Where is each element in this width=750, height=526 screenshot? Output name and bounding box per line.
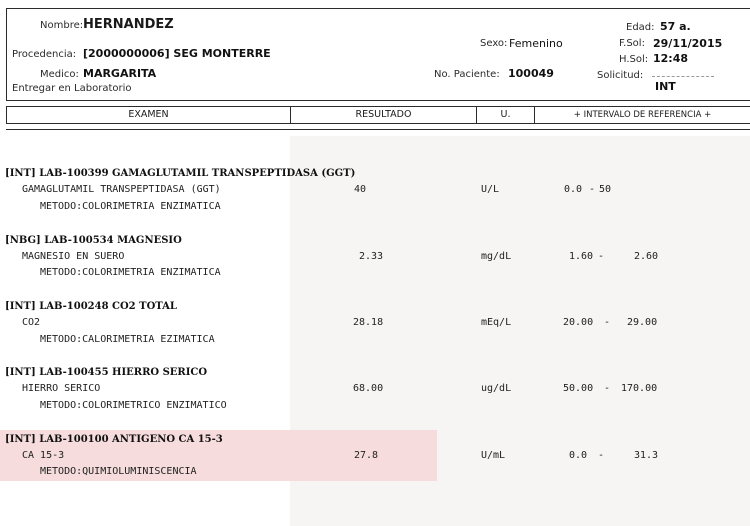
- ref-low: 0.0: [564, 184, 583, 195]
- test-title: [INT] LAB-100248 CO2 TOTAL: [5, 301, 177, 312]
- ref-high: 50: [599, 184, 612, 195]
- test-method: METODO:COLORIMETRIA ENZIMATICA: [40, 267, 221, 278]
- ref-dash: -: [598, 251, 605, 262]
- test-method: METODO:CALORIMETRIA EZIMATICA: [40, 334, 215, 345]
- test-method: METODO:COLORIMETRIA ENZIMATICA: [40, 201, 221, 212]
- entregar-text: Entregar en Laboratorio: [12, 83, 132, 94]
- ref-dash: -: [604, 383, 611, 394]
- solicitud-redaction: [652, 76, 714, 77]
- fsol-label: F.Sol:: [619, 38, 645, 49]
- ref-high: 2.60: [634, 251, 659, 262]
- test-title: [NBG] LAB-100534 MAGNESIO: [5, 235, 182, 246]
- divider-rule: [6, 129, 750, 130]
- test-unit: mEq/L: [481, 317, 512, 328]
- hsol-label: H.Sol:: [619, 54, 649, 65]
- test-name: MAGNESIO EN SUERO: [22, 251, 125, 262]
- medico-value: MARGARITA: [83, 67, 157, 80]
- solicitud-label: Solicitud:: [597, 70, 644, 81]
- procedencia-label: Procedencia:: [12, 49, 77, 60]
- test-title: [INT] LAB-100455 HIERRO SERICO: [5, 367, 208, 378]
- sexo-label: Sexo:: [480, 38, 508, 49]
- column-header-row: [6, 106, 750, 124]
- test-result: 27.8: [354, 450, 379, 461]
- patient-name: HERNANDEZ: [83, 17, 174, 32]
- ref-low: 50.00: [563, 383, 594, 394]
- test-name: CA 15-3: [22, 450, 65, 461]
- ref-high: 29.00: [627, 317, 658, 328]
- sexo-value: Femenino: [509, 37, 563, 50]
- test-result: 2.33: [359, 251, 384, 262]
- col-unidad: U.: [477, 107, 535, 123]
- ref-dash: -: [589, 184, 596, 195]
- tipo-value: INT: [655, 80, 676, 93]
- test-result: 68.00: [353, 383, 384, 394]
- test-unit: mg/dL: [481, 251, 512, 262]
- nombre-label: Nombre:: [40, 20, 84, 31]
- test-title: [INT] LAB-100399 GAMAGLUTAMIL TRANSPEPTIDASA (GGT): [5, 168, 356, 179]
- ref-low: 1.60: [569, 251, 594, 262]
- test-name: CO2: [22, 317, 41, 328]
- test-name: HIERRO SERICO: [22, 383, 101, 394]
- edad-label: Edad:: [626, 22, 655, 33]
- procedencia-value: [2000000006] SEG MONTERRE: [83, 47, 271, 60]
- paciente-label: No. Paciente:: [434, 69, 500, 80]
- medico-label: Medico:: [40, 69, 79, 80]
- paciente-value: 100049: [508, 67, 554, 80]
- col-examen: EXAMEN: [7, 107, 291, 123]
- col-resultado: RESULTADO: [291, 107, 477, 123]
- test-name: GAMAGLUTAMIL TRANSPEPTIDASA (GGT): [22, 184, 221, 195]
- test-unit: U/mL: [481, 450, 506, 461]
- hsol-value: 12:48: [653, 52, 689, 65]
- ref-high: 170.00: [621, 383, 658, 394]
- ref-low: 20.00: [563, 317, 594, 328]
- test-title: [INT] LAB-100100 ANTIGENO CA 15-3: [5, 434, 223, 445]
- fsol-value: 29/11/2015: [653, 37, 723, 50]
- test-method: METODO:COLORIMETRICO ENZIMATICO: [40, 400, 227, 411]
- test-method: METODO:QUIMIOLUMINISCENCIA: [40, 466, 197, 477]
- col-intervalo: + INTERVALO DE REFERENCIA +: [573, 110, 712, 120]
- ref-low: 0.0: [569, 450, 588, 461]
- test-unit: U/L: [481, 184, 500, 195]
- ref-dash: -: [598, 450, 605, 461]
- test-result: 28.18: [353, 317, 384, 328]
- edad-value: 57 a.: [660, 20, 691, 33]
- ref-high: 31.3: [634, 450, 659, 461]
- test-result: 40: [354, 184, 367, 195]
- test-unit: ug/dL: [481, 383, 512, 394]
- ref-dash: -: [604, 317, 611, 328]
